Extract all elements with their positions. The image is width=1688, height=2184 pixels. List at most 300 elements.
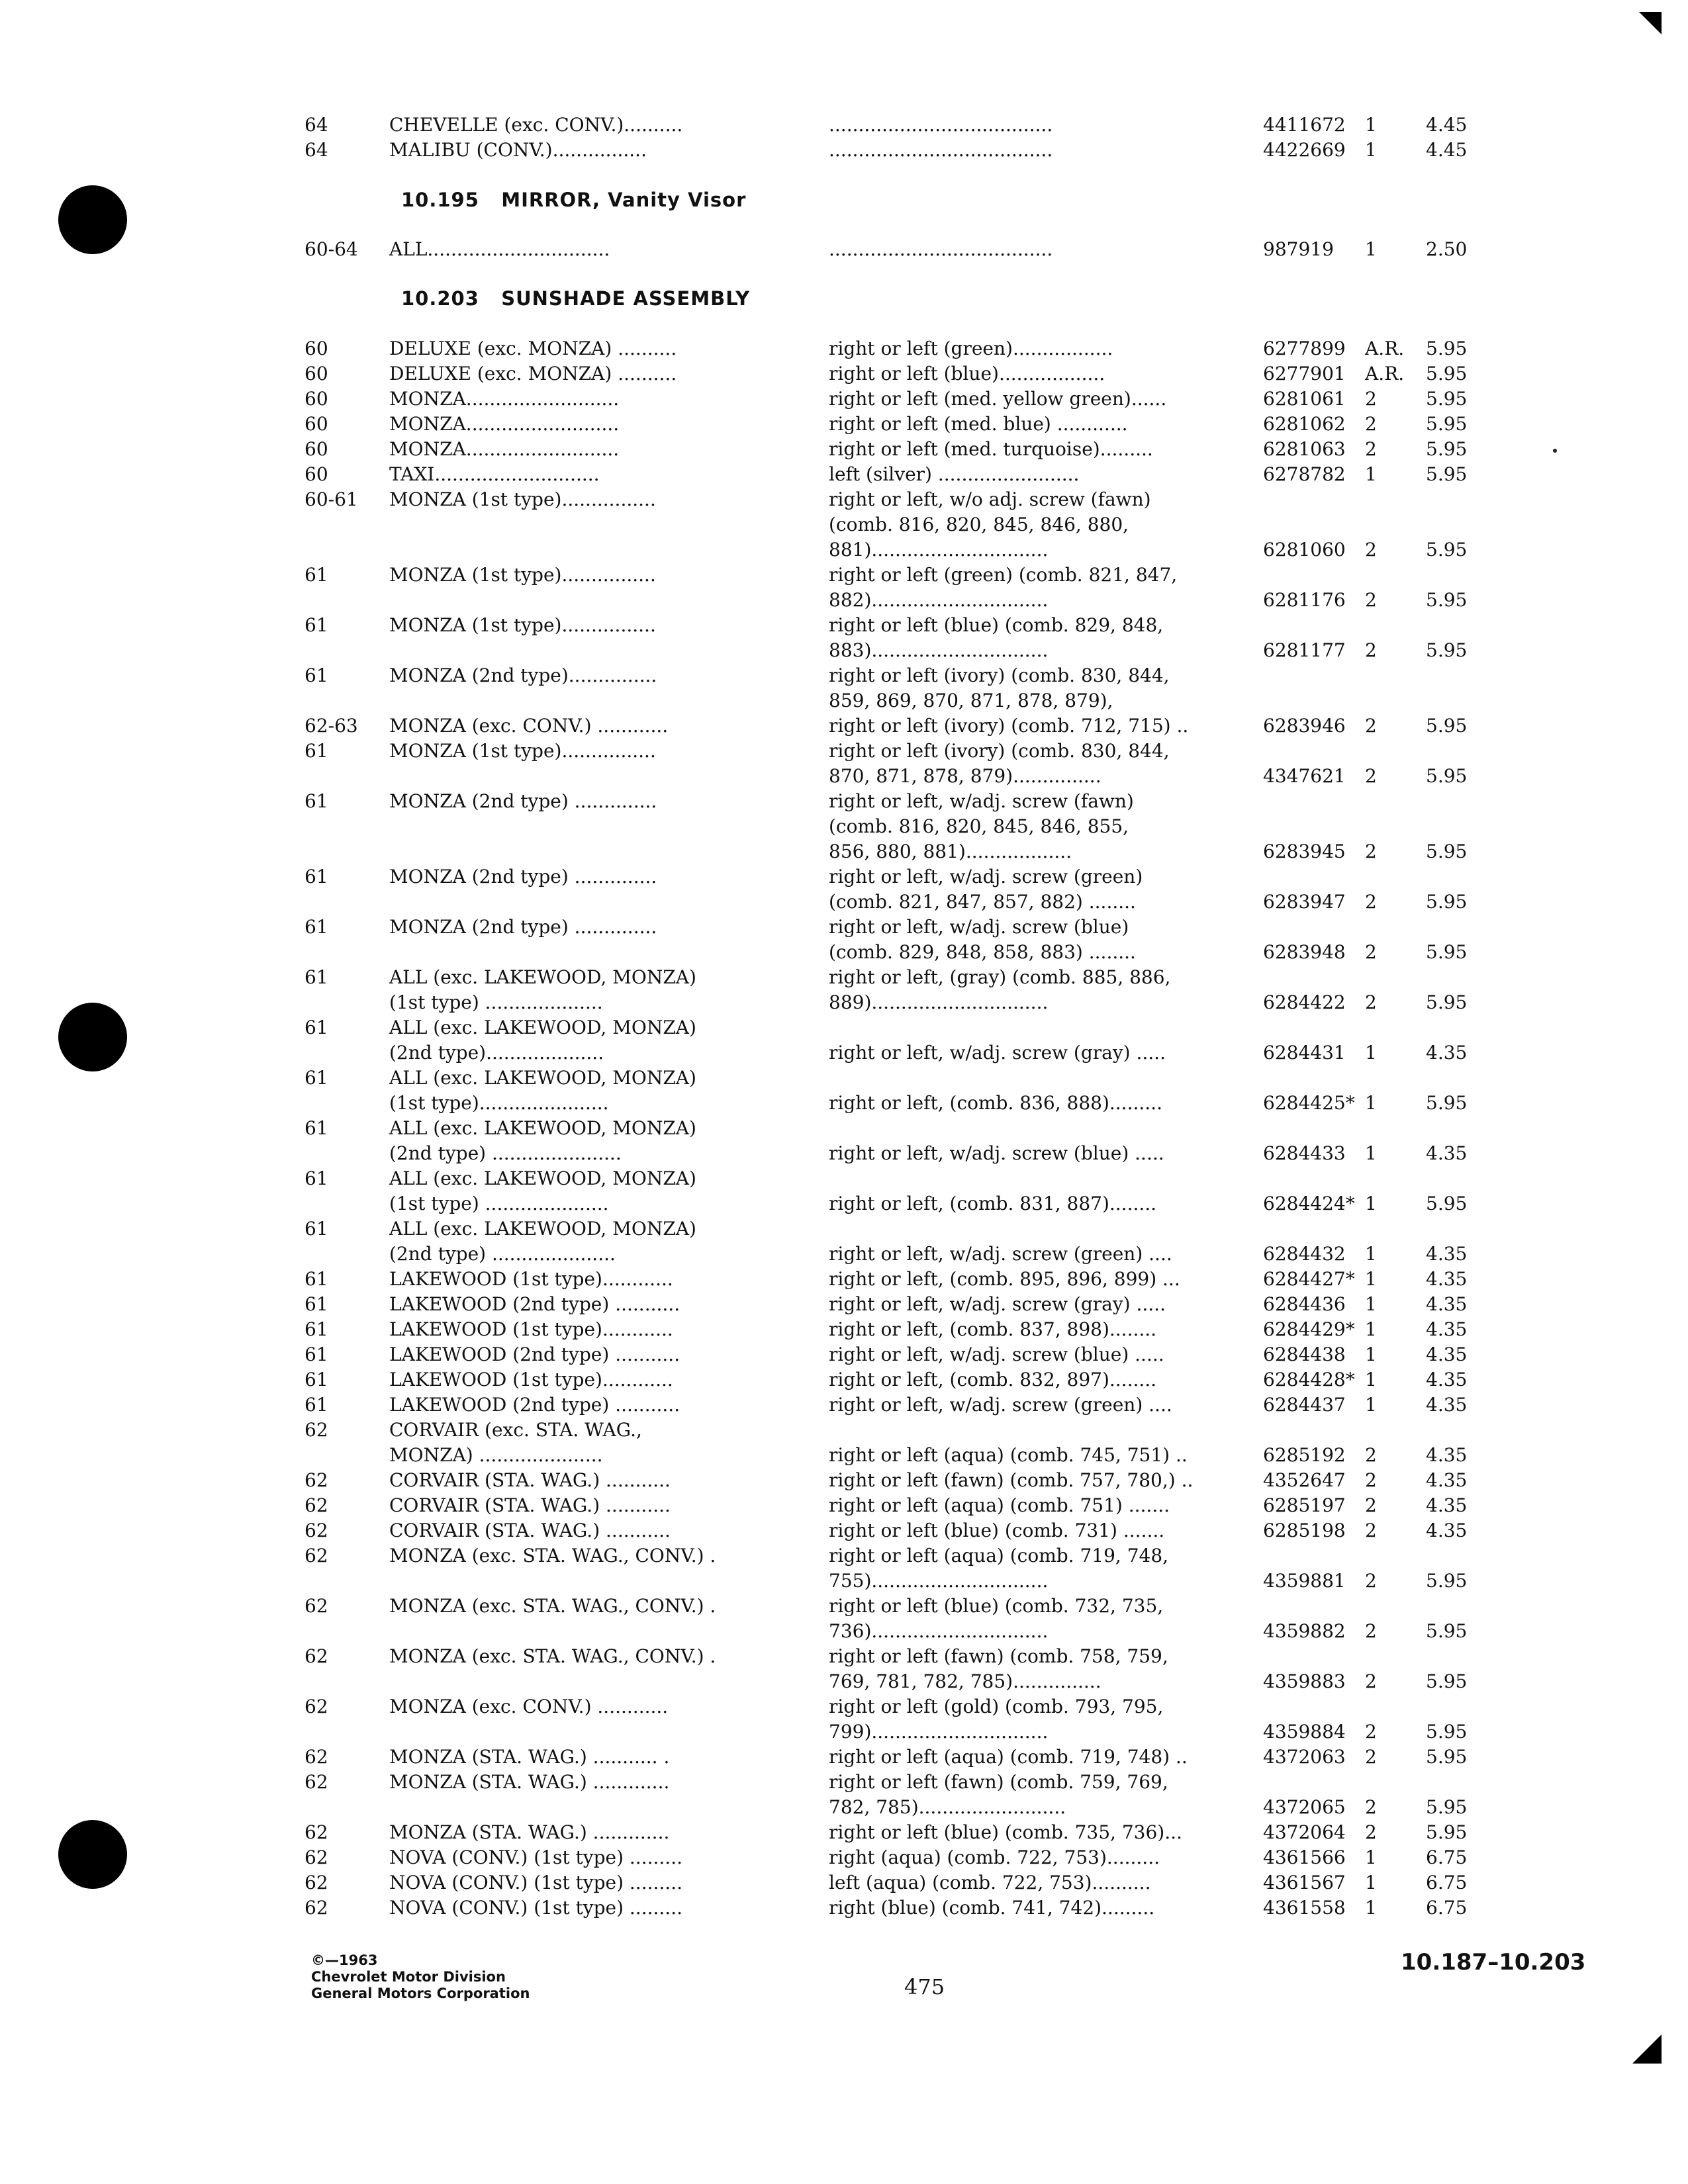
description-cell: right or left (aqua) (comb. 719, 748, xyxy=(829,1545,1169,1567)
price-cell: 5.95 xyxy=(1426,363,1468,385)
model-cell: TAXI............................ xyxy=(389,463,600,485)
punch-hole-middle xyxy=(58,1003,127,1071)
quantity-cell: 1 xyxy=(1365,1872,1377,1893)
model-cell: MONZA (2nd type) .............. xyxy=(389,916,657,938)
quantity-cell: 1 xyxy=(1365,463,1377,485)
model-cell: MALIBU (CONV.)................ xyxy=(389,139,647,161)
price-cell: 4.35 xyxy=(1426,1394,1468,1416)
model-cell: MONZA (exc. STA. WAG., CONV.) . xyxy=(389,1595,716,1617)
part-number-cell: 6284433 xyxy=(1263,1142,1346,1164)
quantity-cell: 1 xyxy=(1365,1092,1377,1114)
description-cell: 883).............................. xyxy=(829,639,1049,661)
part-number-cell: 6281061 xyxy=(1263,388,1346,410)
year-cell: 61 xyxy=(305,664,328,686)
description-cell: right or left, w/adj. screw (gray) ..... xyxy=(829,1042,1166,1064)
price-cell: 5.95 xyxy=(1426,388,1468,410)
model-cell: (2nd type) ..................... xyxy=(389,1243,616,1265)
year-cell: 61 xyxy=(305,1067,328,1089)
part-number-cell: 4372064 xyxy=(1263,1821,1346,1843)
description-cell: 881).............................. xyxy=(829,539,1049,561)
model-cell: MONZA (2nd type) .............. xyxy=(389,790,657,812)
part-number-cell: 6284437 xyxy=(1263,1394,1346,1416)
quantity-cell: 2 xyxy=(1365,413,1377,435)
quantity-cell: 1 xyxy=(1365,1897,1377,1919)
quantity-cell: 2 xyxy=(1365,941,1377,963)
quantity-cell: 2 xyxy=(1365,1469,1377,1491)
year-cell: 61 xyxy=(305,1293,328,1315)
price-cell: 4.45 xyxy=(1426,114,1468,136)
description-cell: right (aqua) (comb. 722, 753)......... xyxy=(829,1846,1160,1868)
description-cell: right or left, (comb. 837, 898)........ xyxy=(829,1318,1157,1340)
description-cell: 856, 880, 881).................. xyxy=(829,841,1072,862)
model-cell: MONZA (exc. STA. WAG., CONV.) . xyxy=(389,1645,716,1667)
year-cell: 61 xyxy=(305,1369,328,1390)
part-number-cell: 6281177 xyxy=(1263,639,1346,661)
quantity-cell: 1 xyxy=(1365,139,1377,161)
model-cell: MONZA (1st type)................ xyxy=(389,614,656,636)
model-cell: ALL (exc. LAKEWOOD, MONZA) xyxy=(389,1067,696,1089)
year-cell: 60 xyxy=(305,388,328,410)
part-number-cell: 4359883 xyxy=(1263,1670,1346,1692)
price-cell: 5.95 xyxy=(1426,941,1468,963)
description-cell: right or left, w/adj. screw (gray) ..... xyxy=(829,1293,1166,1315)
price-cell: 5.95 xyxy=(1426,1620,1468,1642)
description-cell: right or left (green)................. xyxy=(829,338,1113,359)
description-cell: right (blue) (comb. 741, 742)......... xyxy=(829,1897,1155,1919)
description-cell: right or left, (gray) (comb. 885, 886, xyxy=(829,966,1171,988)
quantity-cell: 2 xyxy=(1365,1520,1377,1541)
description-cell: right or left (blue) (comb. 732, 735, xyxy=(829,1595,1164,1617)
year-cell: 62-63 xyxy=(305,715,358,737)
description-cell: right or left (fawn) (comb. 757, 780,) .. xyxy=(829,1469,1194,1491)
part-number-cell: 4411672 xyxy=(1263,114,1346,136)
price-cell: 5.95 xyxy=(1426,1092,1468,1114)
description-cell: right or left (med. blue) ............ xyxy=(829,413,1128,435)
part-number-cell: 4361566 xyxy=(1263,1846,1346,1868)
corner-registration-mark-bottom xyxy=(1632,2034,1662,2064)
model-cell: LAKEWOOD (2nd type) ........... xyxy=(389,1293,680,1315)
price-cell: 5.95 xyxy=(1426,715,1468,737)
quantity-cell: 1 xyxy=(1365,1268,1377,1290)
model-cell: ALL (exc. LAKEWOOD, MONZA) xyxy=(389,1218,696,1240)
quantity-cell: 2 xyxy=(1365,1670,1377,1692)
part-number-cell: 6284422 xyxy=(1263,991,1346,1013)
quantity-cell: 2 xyxy=(1365,1796,1377,1818)
quantity-cell: 1 xyxy=(1365,1369,1377,1390)
section-range: 10.187–10.203 xyxy=(1401,1949,1586,1976)
description-cell: right or left (blue) (comb. 829, 848, xyxy=(829,614,1164,636)
price-cell: 5.95 xyxy=(1426,991,1468,1013)
description-cell: 870, 871, 878, 879)............... xyxy=(829,765,1102,787)
description-cell: (comb. 816, 820, 845, 846, 855, xyxy=(829,815,1129,837)
year-cell: 61 xyxy=(305,1167,328,1189)
quantity-cell: 1 xyxy=(1365,1343,1377,1365)
description-cell: 799).............................. xyxy=(829,1721,1049,1743)
section-number: 10.203 xyxy=(401,287,479,310)
quantity-cell: 2 xyxy=(1365,1821,1377,1843)
model-cell: (1st type) ..................... xyxy=(389,1193,609,1214)
quantity-cell: 2 xyxy=(1365,1620,1377,1642)
quantity-cell: 1 xyxy=(1365,1318,1377,1340)
model-cell: NOVA (CONV.) (1st type) ......... xyxy=(389,1897,683,1919)
description-cell: right or left, w/adj. screw (blue) xyxy=(829,916,1129,938)
price-cell: 5.95 xyxy=(1426,338,1468,359)
description-cell: right or left (med. turquoise)......... xyxy=(829,438,1153,460)
price-cell: 4.35 xyxy=(1426,1318,1468,1340)
quantity-cell: 2 xyxy=(1365,1721,1377,1743)
description-cell: right or left, w/adj. screw (blue) ..... xyxy=(829,1142,1164,1164)
part-number-cell: 6285197 xyxy=(1263,1494,1346,1516)
section-heading-sunshade xyxy=(401,286,750,311)
model-cell: DELUXE (exc. MONZA) .......... xyxy=(389,338,677,359)
price-cell: 4.35 xyxy=(1426,1469,1468,1491)
quantity-cell: 1 xyxy=(1365,1042,1377,1064)
quantity-cell: 1 xyxy=(1365,114,1377,136)
model-cell: (2nd type).................... xyxy=(389,1042,604,1064)
year-cell: 62 xyxy=(305,1645,328,1667)
year-cell: 61 xyxy=(305,564,328,586)
price-cell: 4.35 xyxy=(1426,1343,1468,1365)
model-cell: ALL (exc. LAKEWOOD, MONZA) xyxy=(389,1167,696,1189)
model-cell: NOVA (CONV.) (1st type) ......... xyxy=(389,1846,683,1868)
punch-hole-top xyxy=(58,185,127,254)
model-cell: MONZA) ..................... xyxy=(389,1444,603,1466)
part-number-cell: 6284428* xyxy=(1263,1369,1355,1390)
year-cell: 62 xyxy=(305,1872,328,1893)
model-cell: LAKEWOOD (1st type)............ xyxy=(389,1369,673,1390)
year-cell: 61 xyxy=(305,1218,328,1240)
description-cell: right or left, w/o adj. screw (fawn) xyxy=(829,488,1151,510)
model-cell: CHEVELLE (exc. CONV.).......... xyxy=(389,114,683,136)
model-cell: MONZA (STA. WAG.) ............. xyxy=(389,1821,670,1843)
description-cell: right or left, (comb. 895, 896, 899) ... xyxy=(829,1268,1180,1290)
price-cell: 5.95 xyxy=(1426,1721,1468,1743)
description-cell: right or left, (comb. 836, 888)......... xyxy=(829,1092,1162,1114)
part-number-cell: 6284432 xyxy=(1263,1243,1346,1265)
part-number-cell: 4361567 xyxy=(1263,1872,1346,1893)
price-cell: 5.95 xyxy=(1426,438,1468,460)
year-cell: 62 xyxy=(305,1846,328,1868)
model-cell: LAKEWOOD (2nd type) ........... xyxy=(389,1394,680,1416)
part-number-cell: 4372063 xyxy=(1263,1746,1346,1768)
model-cell: ALL (exc. LAKEWOOD, MONZA) xyxy=(389,966,696,988)
description-cell: right or left (gold) (comb. 793, 795, xyxy=(829,1696,1164,1717)
quantity-cell: 2 xyxy=(1365,639,1377,661)
quantity-cell: 1 xyxy=(1365,1243,1377,1265)
year-cell: 60 xyxy=(305,463,328,485)
part-number-cell: 6285198 xyxy=(1263,1520,1346,1541)
year-cell: 62 xyxy=(305,1897,328,1919)
description-cell: right or left (green) (comb. 821, 847, xyxy=(829,564,1178,586)
description-cell: right or left (aqua) (comb. 719, 748) .. xyxy=(829,1746,1188,1768)
model-cell: MONZA (STA. WAG.) ........... . xyxy=(389,1746,670,1768)
year-cell: 62 xyxy=(305,1520,328,1541)
description-cell: right or left (fawn) (comb. 758, 759, xyxy=(829,1645,1168,1667)
price-cell: 5.95 xyxy=(1426,841,1468,862)
quantity-cell: 2 xyxy=(1365,891,1377,913)
year-cell: 61 xyxy=(305,1394,328,1416)
quantity-cell: A.R. xyxy=(1365,338,1405,359)
part-number-cell: 6284431 xyxy=(1263,1042,1346,1064)
quantity-cell: 1 xyxy=(1365,1142,1377,1164)
year-cell: 62 xyxy=(305,1771,328,1793)
year-cell: 60-64 xyxy=(305,238,358,260)
quantity-cell: 2 xyxy=(1365,1570,1377,1592)
price-cell: 4.35 xyxy=(1426,1243,1468,1265)
part-number-cell: 6281062 xyxy=(1263,413,1346,435)
part-number-cell: 6284424* xyxy=(1263,1193,1355,1214)
model-cell: CORVAIR (STA. WAG.) ........... xyxy=(389,1494,671,1516)
year-cell: 60-61 xyxy=(305,488,358,510)
part-number-cell: 6284438 xyxy=(1263,1343,1346,1365)
year-cell: 61 xyxy=(305,1318,328,1340)
model-cell: (1st type) .................... xyxy=(389,991,603,1013)
description-cell: 782, 785)......................... xyxy=(829,1796,1066,1818)
description-cell: left (aqua) (comb. 722, 753).......... xyxy=(829,1872,1151,1893)
description-cell: 736).............................. xyxy=(829,1620,1049,1642)
price-cell: 5.95 xyxy=(1426,1796,1468,1818)
model-cell: MONZA (exc. CONV.) ............ xyxy=(389,715,669,737)
section-heading-mirror xyxy=(401,187,746,212)
year-cell: 61 xyxy=(305,740,328,762)
price-cell: 5.95 xyxy=(1426,1193,1468,1214)
quantity-cell: 2 xyxy=(1365,388,1377,410)
description-cell: right or left (blue).................. xyxy=(829,363,1105,385)
page-number: 475 xyxy=(904,1974,945,1999)
description-cell: right or left (aqua) (comb. 751) ....... xyxy=(829,1494,1170,1516)
year-cell: 61 xyxy=(305,1017,328,1038)
year-cell: 60 xyxy=(305,363,328,385)
quantity-cell: 1 xyxy=(1365,1193,1377,1214)
price-cell: 4.35 xyxy=(1426,1520,1468,1541)
year-cell: 61 xyxy=(305,966,328,988)
year-cell: 61 xyxy=(305,866,328,887)
description-cell: ...................................... xyxy=(829,114,1053,136)
price-cell: 4.35 xyxy=(1426,1268,1468,1290)
corporation-line: General Motors Corporation xyxy=(311,1985,530,2001)
quantity-cell: 2 xyxy=(1365,539,1377,561)
price-cell: 5.95 xyxy=(1426,539,1468,561)
model-cell: MONZA.......................... xyxy=(389,388,620,410)
quantity-cell: 2 xyxy=(1365,438,1377,460)
year-cell: 62 xyxy=(305,1746,328,1768)
model-cell: (1st type)...................... xyxy=(389,1092,609,1114)
price-cell: 6.75 xyxy=(1426,1872,1468,1893)
price-cell: 6.75 xyxy=(1426,1897,1468,1919)
model-cell: CORVAIR (STA. WAG.) ........... xyxy=(389,1520,671,1541)
year-cell: 61 xyxy=(305,1117,328,1139)
price-cell: 4.35 xyxy=(1426,1293,1468,1315)
quantity-cell: 2 xyxy=(1365,1746,1377,1768)
section-title: SUNSHADE ASSEMBLY xyxy=(501,287,751,310)
description-cell: right or left (ivory) (comb. 830, 844, xyxy=(829,664,1170,686)
price-cell: 4.35 xyxy=(1426,1444,1468,1466)
part-number-cell: 4359882 xyxy=(1263,1620,1346,1642)
description-cell: left (silver) ........................ xyxy=(829,463,1080,485)
description-cell: 889).............................. xyxy=(829,991,1049,1013)
year-cell: 62 xyxy=(305,1696,328,1717)
model-cell: CORVAIR (STA. WAG.) ........... xyxy=(389,1469,671,1491)
price-cell: 5.95 xyxy=(1426,463,1468,485)
model-cell: LAKEWOOD (2nd type) ........... xyxy=(389,1343,680,1365)
year-cell: 62 xyxy=(305,1419,328,1441)
part-number-cell: 6281063 xyxy=(1263,438,1346,460)
price-cell: 4.45 xyxy=(1426,139,1468,161)
description-cell: right or left (med. yellow green)...... xyxy=(829,388,1167,410)
description-cell: (comb. 821, 847, 857, 882) ........ xyxy=(829,891,1136,913)
description-cell: (comb. 829, 848, 858, 883) ........ xyxy=(829,941,1136,963)
part-number-cell: 4359884 xyxy=(1263,1721,1346,1743)
part-number-cell: 4372065 xyxy=(1263,1796,1346,1818)
part-number-cell: 6277901 xyxy=(1263,363,1346,385)
year-cell: 62 xyxy=(305,1545,328,1567)
quantity-cell: 2 xyxy=(1365,991,1377,1013)
description-cell: (comb. 816, 820, 845, 846, 880, xyxy=(829,514,1129,535)
description-cell: ...................................... xyxy=(829,238,1053,260)
section-number: 10.195 xyxy=(401,189,479,211)
model-cell: MONZA (2nd type)............... xyxy=(389,664,657,686)
year-cell: 61 xyxy=(305,916,328,938)
model-cell: ALL............................... xyxy=(389,238,610,260)
part-number-cell: 4422669 xyxy=(1263,139,1346,161)
part-number-cell: 6283945 xyxy=(1263,841,1346,862)
price-cell: 5.95 xyxy=(1426,589,1468,611)
quantity-cell: A.R. xyxy=(1365,363,1405,385)
price-cell: 5.95 xyxy=(1426,1570,1468,1592)
part-number-cell: 4359881 xyxy=(1263,1570,1346,1592)
model-cell: MONZA (1st type)................ xyxy=(389,564,656,586)
corner-registration-mark-top xyxy=(1639,12,1662,34)
model-cell: MONZA (exc. CONV.) ............ xyxy=(389,1696,669,1717)
division-line: Chevrolet Motor Division xyxy=(311,1969,506,1985)
section-title: MIRROR, Vanity Visor xyxy=(501,189,747,211)
price-cell: 5.95 xyxy=(1426,639,1468,661)
price-cell: 5.95 xyxy=(1426,1670,1468,1692)
model-cell: ALL (exc. LAKEWOOD, MONZA) xyxy=(389,1117,696,1139)
part-number-cell: 6283946 xyxy=(1263,715,1346,737)
description-cell: right or left (ivory) (comb. 712, 715) .. xyxy=(829,715,1189,737)
price-cell: 6.75 xyxy=(1426,1846,1468,1868)
quantity-cell: 1 xyxy=(1365,238,1377,260)
year-cell: 62 xyxy=(305,1469,328,1491)
part-number-cell: 6278782 xyxy=(1263,463,1346,485)
part-number-cell: 4361558 xyxy=(1263,1897,1346,1919)
model-cell: DELUXE (exc. MONZA) .......... xyxy=(389,363,677,385)
description-cell: 769, 781, 782, 785)............... xyxy=(829,1670,1102,1692)
price-cell: 4.35 xyxy=(1426,1494,1468,1516)
model-cell: LAKEWOOD (1st type)............ xyxy=(389,1268,673,1290)
year-cell: 60 xyxy=(305,338,328,359)
description-cell: right or left (ivory) (comb. 830, 844, xyxy=(829,740,1170,762)
year-cell: 60 xyxy=(305,413,328,435)
copyright-line: ©—1963 xyxy=(311,1952,378,1968)
part-number-cell: 6283947 xyxy=(1263,891,1346,913)
part-number-cell: 6284427* xyxy=(1263,1268,1355,1290)
year-cell: 64 xyxy=(305,139,328,161)
price-cell: 5.95 xyxy=(1426,413,1468,435)
model-cell: ALL (exc. LAKEWOOD, MONZA) xyxy=(389,1017,696,1038)
description-cell: 755).............................. xyxy=(829,1570,1049,1592)
year-cell: 61 xyxy=(305,790,328,812)
model-cell: (2nd type) ...................... xyxy=(389,1142,622,1164)
description-cell: right or left, w/adj. screw (blue) ..... xyxy=(829,1343,1164,1365)
description-cell: right or left (fawn) (comb. 759, 769, xyxy=(829,1771,1168,1793)
part-number-cell: 6284429* xyxy=(1263,1318,1355,1340)
year-cell: 61 xyxy=(305,614,328,636)
quantity-cell: 2 xyxy=(1365,715,1377,737)
model-cell: MONZA.......................... xyxy=(389,413,620,435)
part-number-cell: 6285192 xyxy=(1263,1444,1346,1466)
quantity-cell: 2 xyxy=(1365,765,1377,787)
year-cell: 62 xyxy=(305,1494,328,1516)
price-cell: 4.35 xyxy=(1426,1369,1468,1390)
part-number-cell: 6277899 xyxy=(1263,338,1346,359)
description-cell: right or left (blue) (comb. 731) ....... xyxy=(829,1520,1165,1541)
year-cell: 61 xyxy=(305,1343,328,1365)
quantity-cell: 2 xyxy=(1365,589,1377,611)
part-number-cell: 6284425* xyxy=(1263,1092,1355,1114)
model-cell: MONZA (1st type)................ xyxy=(389,488,656,510)
punch-hole-bottom xyxy=(58,1820,127,1889)
quantity-cell: 2 xyxy=(1365,1494,1377,1516)
price-cell: 4.35 xyxy=(1426,1042,1468,1064)
quantity-cell: 2 xyxy=(1365,1444,1377,1466)
part-number-cell: 987919 xyxy=(1263,238,1334,260)
quantity-cell: 2 xyxy=(1365,841,1377,862)
quantity-cell: 1 xyxy=(1365,1846,1377,1868)
part-number-cell: 6284436 xyxy=(1263,1293,1346,1315)
description-cell: 859, 869, 870, 871, 878, 879), xyxy=(829,690,1113,711)
model-cell: MONZA (exc. STA. WAG., CONV.) . xyxy=(389,1545,716,1567)
part-number-cell: 6283948 xyxy=(1263,941,1346,963)
description-cell: right or left, (comb. 832, 897)........ xyxy=(829,1369,1157,1390)
model-cell: MONZA (2nd type) .............. xyxy=(389,866,657,887)
quantity-cell: 1 xyxy=(1365,1293,1377,1315)
quantity-cell: 1 xyxy=(1365,1394,1377,1416)
description-cell: right or left, w/adj. screw (fawn) xyxy=(829,790,1134,812)
part-number-cell: 4347621 xyxy=(1263,765,1346,787)
description-cell: right or left (aqua) (comb. 745, 751) .. xyxy=(829,1444,1188,1466)
description-cell: 882).............................. xyxy=(829,589,1049,611)
year-cell: 61 xyxy=(305,1268,328,1290)
description-cell: ...................................... xyxy=(829,139,1053,161)
scan-speck xyxy=(1553,449,1557,453)
year-cell: 64 xyxy=(305,114,328,136)
part-number-cell: 6281060 xyxy=(1263,539,1346,561)
year-cell: 60 xyxy=(305,438,328,460)
description-cell: right or left, (comb. 831, 887)........ xyxy=(829,1193,1157,1214)
description-cell: right or left (blue) (comb. 735, 736)... xyxy=(829,1821,1182,1843)
model-cell: MONZA (1st type)................ xyxy=(389,740,656,762)
description-cell: right or left, w/adj. screw (green) .... xyxy=(829,1394,1172,1416)
footer-copyright-block xyxy=(311,1952,530,2002)
model-cell: MONZA (STA. WAG.) ............. xyxy=(389,1771,670,1793)
description-cell: right or left, w/adj. screw (green) .... xyxy=(829,1243,1172,1265)
model-cell: LAKEWOOD (1st type)............ xyxy=(389,1318,673,1340)
description-cell: right or left, w/adj. screw (green) xyxy=(829,866,1143,887)
price-cell: 5.95 xyxy=(1426,1821,1468,1843)
model-cell: MONZA.......................... xyxy=(389,438,620,460)
model-cell: NOVA (CONV.) (1st type) ......... xyxy=(389,1872,683,1893)
price-cell: 5.95 xyxy=(1426,891,1468,913)
price-cell: 5.95 xyxy=(1426,1746,1468,1768)
year-cell: 62 xyxy=(305,1595,328,1617)
model-cell: CORVAIR (exc. STA. WAG., xyxy=(389,1419,642,1441)
price-cell: 2.50 xyxy=(1426,238,1468,260)
part-number-cell: 4352647 xyxy=(1263,1469,1346,1491)
price-cell: 5.95 xyxy=(1426,765,1468,787)
part-number-cell: 6281176 xyxy=(1263,589,1346,611)
